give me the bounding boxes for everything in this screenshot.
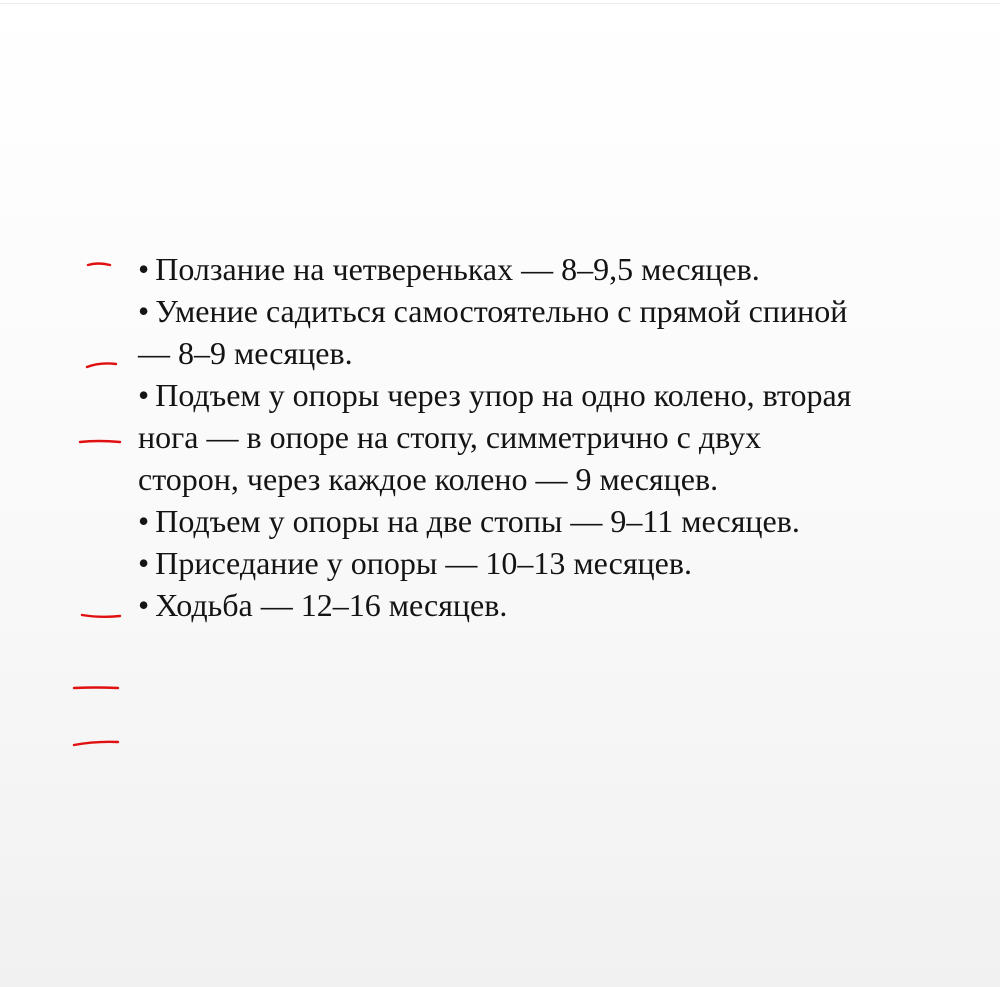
red-dash-mark-6 bbox=[72, 737, 112, 751]
bullet-glyph: • bbox=[138, 251, 150, 287]
list-item-text: Подъем у опоры через упор на одно колено, вторая нога — в опоре на стопу, симметрично с двух сторон, через каждое колено — 9 месяцев. bbox=[138, 377, 852, 497]
list-item bbox=[138, 374, 858, 500]
milestone-list bbox=[138, 248, 858, 626]
list-item-text: Умение садиться самостоятельно с прямой спиной — 8–9 месяцев. bbox=[138, 293, 848, 371]
list-item bbox=[138, 542, 858, 584]
red-dash-mark-2 bbox=[84, 358, 124, 372]
list-item bbox=[138, 584, 858, 626]
list-item-text: Ходьба — 12–16 месяцев. bbox=[155, 587, 508, 623]
red-dash-mark-3 bbox=[78, 435, 118, 449]
bullet-glyph: • bbox=[138, 377, 150, 413]
list-item-text: Приседание у опоры — 10–13 месяцев. bbox=[155, 545, 692, 581]
red-dash-mark-1 bbox=[86, 257, 126, 271]
list-item bbox=[138, 290, 858, 374]
list-item-text: Ползание на четвереньках — 8–9,5 месяцев. bbox=[155, 251, 760, 287]
bullet-glyph: • bbox=[138, 587, 150, 623]
red-dash-mark-4 bbox=[80, 609, 120, 623]
red-dash-mark-5 bbox=[72, 681, 112, 695]
list-item bbox=[138, 500, 858, 542]
bullet-glyph: • bbox=[138, 293, 150, 329]
top-divider bbox=[0, 3, 1000, 4]
bullet-glyph: • bbox=[138, 503, 150, 539]
list-item-text: Подъем у опоры на две стопы — 9–11 месяцев. bbox=[155, 503, 800, 539]
bullet-glyph: • bbox=[138, 545, 150, 581]
list-item bbox=[138, 248, 858, 290]
